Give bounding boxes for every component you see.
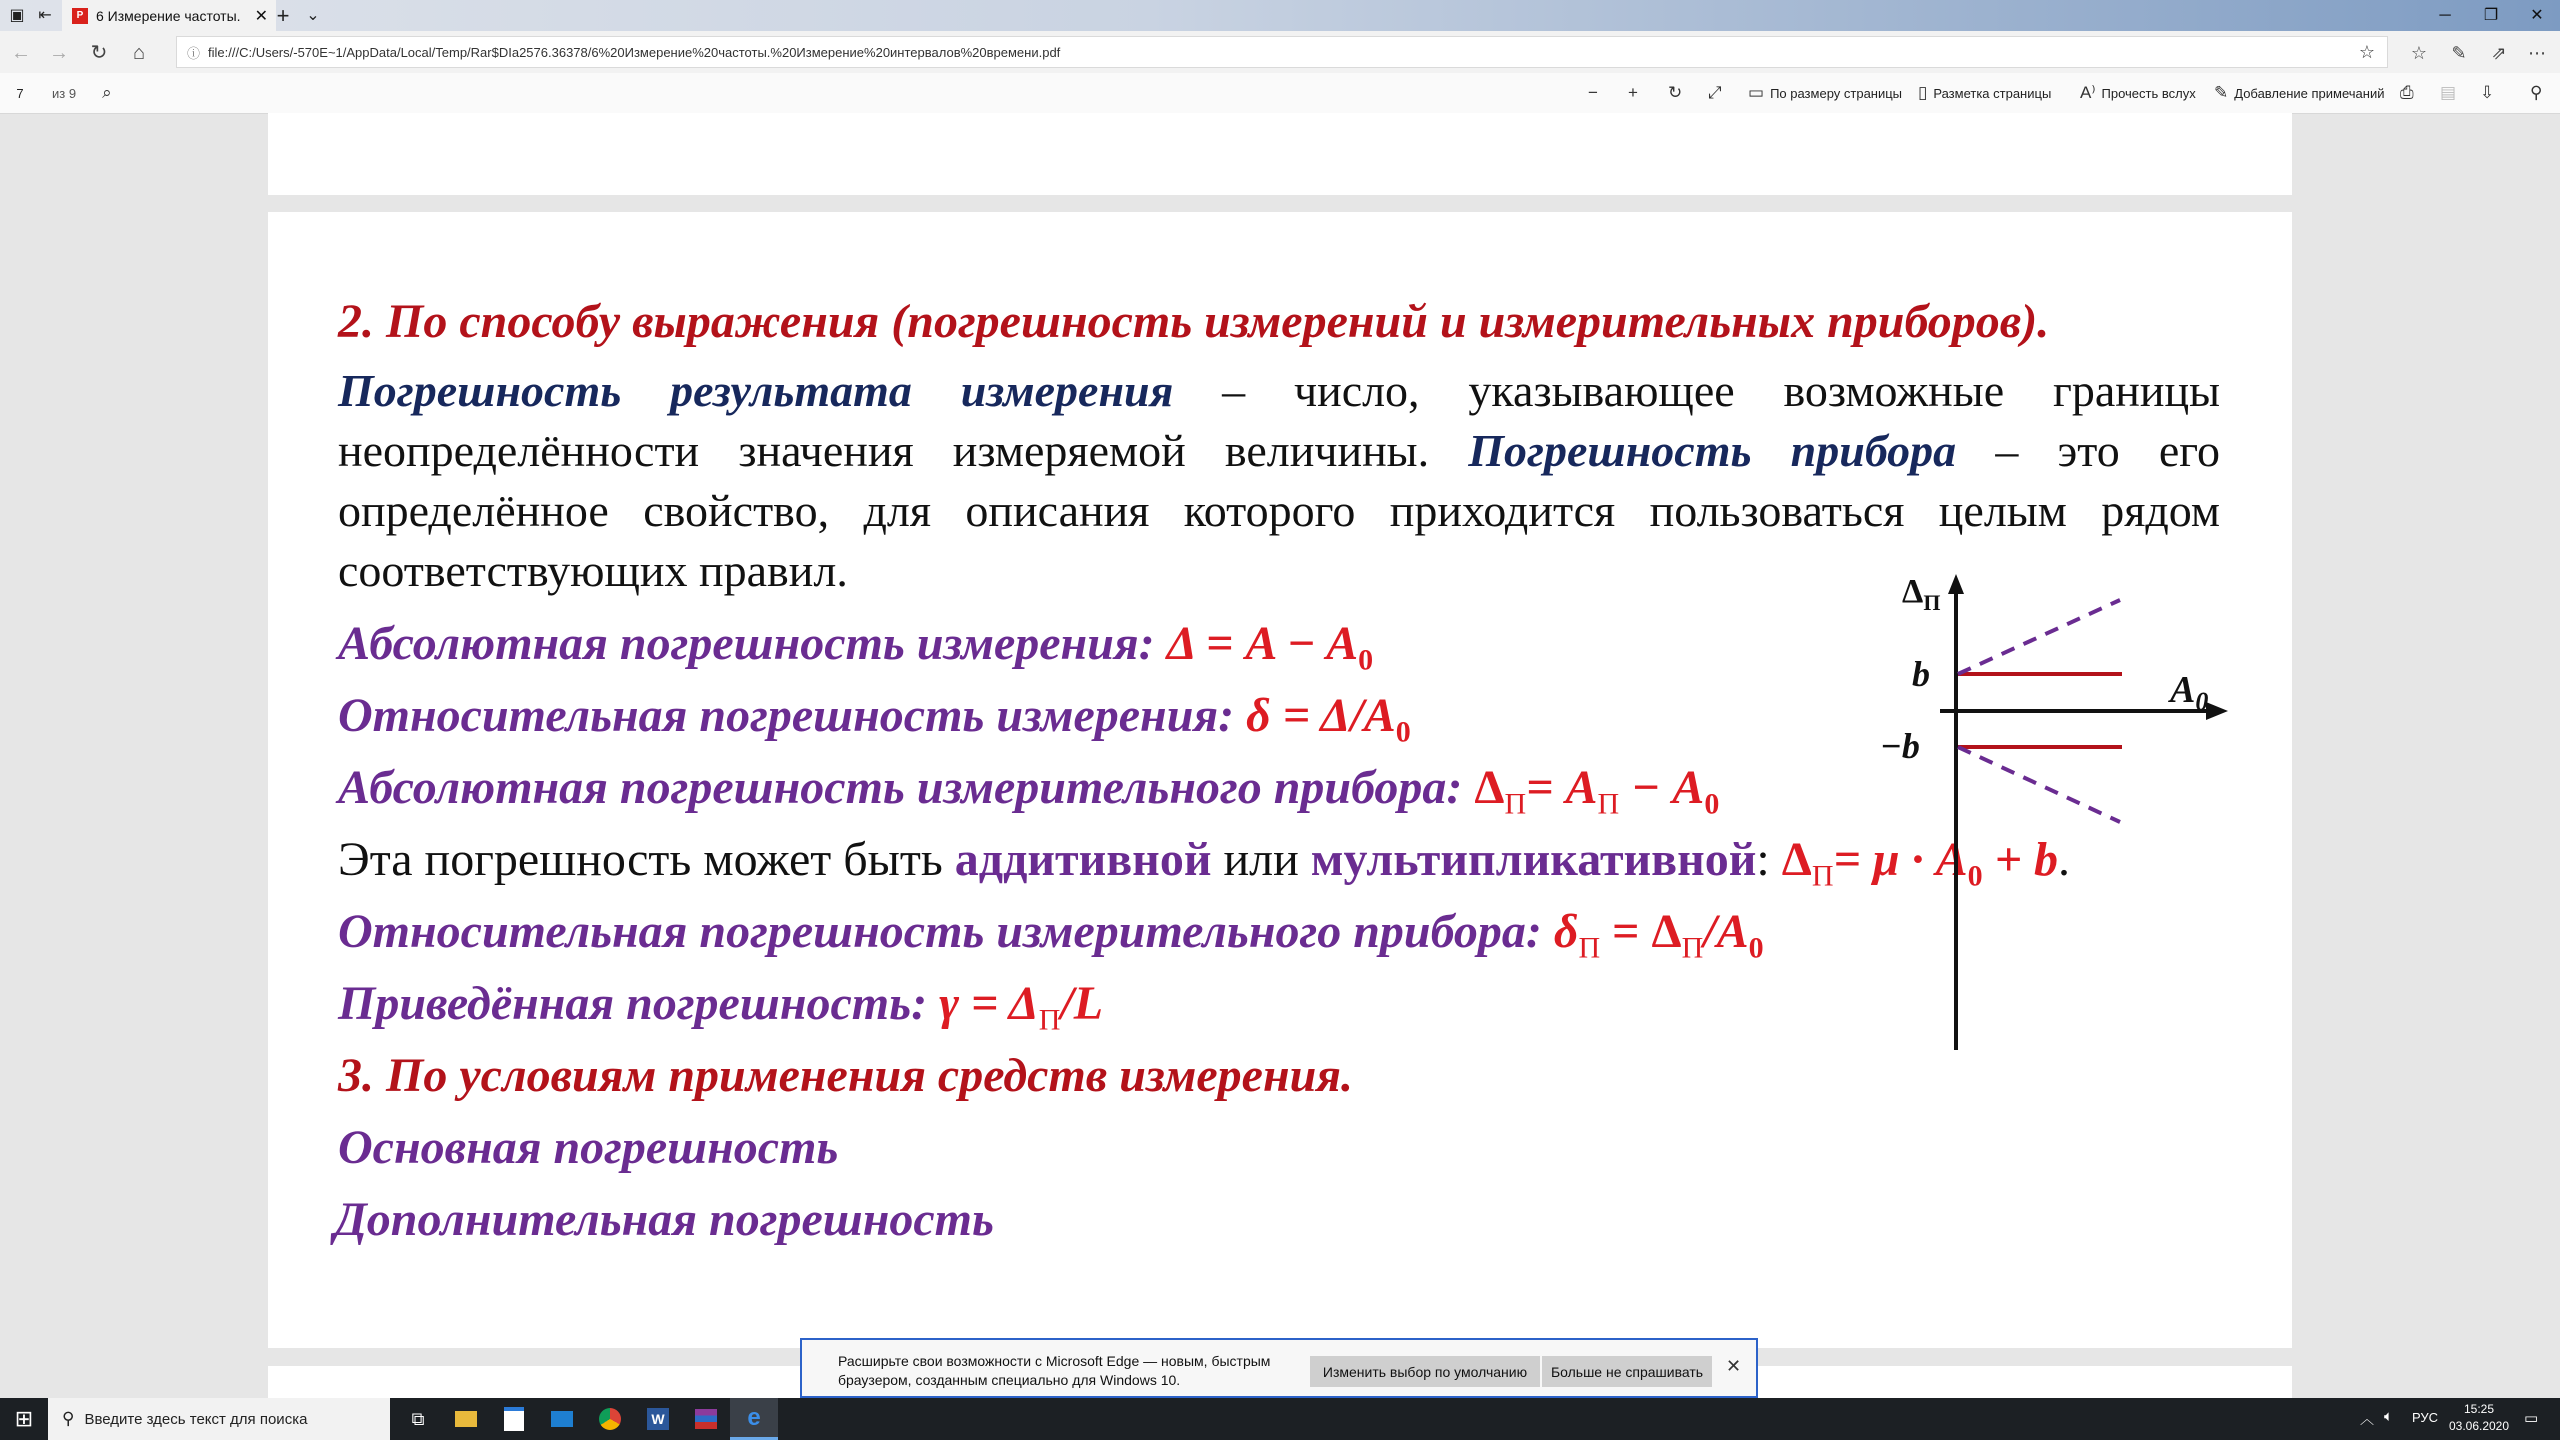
edge-icon[interactable]: e bbox=[730, 1398, 778, 1440]
page-total: из 9 bbox=[52, 85, 77, 101]
heading-number: 2. bbox=[338, 295, 374, 348]
taskbar bbox=[0, 1398, 2560, 1440]
text-span: – число, указывающее возможные границы bbox=[1173, 365, 2220, 416]
section-heading-3 bbox=[338, 1048, 1353, 1103]
rotate-icon[interactable]: ↻ bbox=[1668, 83, 1683, 102]
dont-ask-button[interactable]: Больше не спрашивать bbox=[1542, 1356, 1712, 1387]
tab-actions-icon[interactable]: ▣ bbox=[9, 7, 25, 24]
page-layout-button[interactable] bbox=[1918, 73, 2051, 113]
formula-subscript: 0 bbox=[1395, 715, 1411, 749]
pdf-toolbar bbox=[0, 73, 2560, 114]
back-icon[interactable]: ← bbox=[11, 42, 31, 64]
x-axis-subscript: 0 bbox=[2195, 687, 2209, 716]
text-span: или bbox=[1211, 833, 1311, 886]
text-span: – это его bbox=[1956, 425, 2220, 476]
error-graph bbox=[1868, 572, 2228, 1052]
text-span: определённое свойство, для описания которого приходится пользоваться целым рядом bbox=[338, 485, 2220, 536]
heading-number: 3. bbox=[338, 1049, 374, 1102]
text-span: Эта погрешность может быть bbox=[338, 833, 955, 886]
heading-text: По способу выражения (погрешность измерений и измерительных приборов). bbox=[386, 295, 2050, 348]
formula: = μ · A bbox=[1833, 833, 1968, 886]
formula: − A bbox=[1619, 761, 1705, 814]
archiver-icon[interactable] bbox=[682, 1398, 730, 1440]
mail-icon[interactable] bbox=[538, 1398, 586, 1440]
taskbar-search[interactable] bbox=[48, 1398, 390, 1440]
save-as-icon[interactable]: ⇩ bbox=[2480, 83, 2495, 102]
b-positive-label: b bbox=[1912, 654, 1930, 694]
share-icon[interactable]: ⇗ bbox=[2491, 43, 2507, 63]
pen-icon: ✎ bbox=[2214, 83, 2229, 102]
additional-error-item: Дополнительная погрешность bbox=[334, 1193, 994, 1246]
search-icon[interactable]: ⌕ bbox=[102, 83, 112, 102]
x-axis-label bbox=[2168, 669, 2208, 716]
formula: Δ bbox=[1781, 833, 1812, 886]
clock-date: 03.06.2020 bbox=[2448, 1419, 2510, 1433]
more-icon[interactable]: ⋯ bbox=[2528, 43, 2546, 63]
fit-page-icon: ▭ bbox=[1748, 83, 1765, 102]
title-bar bbox=[0, 0, 2560, 31]
read-aloud-button[interactable] bbox=[2080, 73, 2196, 113]
restore-icon[interactable]: ❐ bbox=[2483, 7, 2499, 24]
close-banner-icon[interactable]: ✕ bbox=[1726, 1356, 1742, 1376]
address-bar bbox=[0, 31, 2560, 73]
formula-subscript: П bbox=[1504, 787, 1527, 821]
section-heading-2 bbox=[338, 294, 2049, 349]
notifications-icon[interactable]: ▭ bbox=[2524, 1410, 2539, 1427]
word-icon[interactable]: W bbox=[634, 1398, 682, 1440]
start-windows-icon[interactable]: ⊞ bbox=[14, 1406, 34, 1431]
additive-line bbox=[338, 832, 2070, 894]
y-axis-arrow bbox=[1948, 574, 1964, 594]
x-axis-symbol: A bbox=[2170, 669, 2196, 711]
formula: γ = Δ bbox=[939, 977, 1039, 1030]
search-icon: ⚲ bbox=[62, 1409, 75, 1428]
fit-page-label: По размеру страницы bbox=[1770, 85, 1903, 101]
add-notes-button[interactable] bbox=[2214, 73, 2385, 113]
term-multiplicative: мультипликативной bbox=[1310, 833, 1757, 886]
line-lower-bound bbox=[1958, 747, 2120, 822]
text-span: : bbox=[1756, 833, 1782, 886]
url-text: file:///C:/Users/-570E~1/AppData/Local/Temp/Rar$DIa2576.36378/6%20Измерение%20частоты.%20Измерение%20интервалов%20времени.pdf bbox=[208, 44, 1061, 60]
minimize-icon[interactable]: ─ bbox=[2439, 7, 2451, 24]
page-layout-label: Разметка страницы bbox=[1933, 85, 2052, 101]
zoom-out-icon[interactable]: − bbox=[1588, 83, 1598, 102]
refresh-icon[interactable]: ↻ bbox=[90, 42, 108, 64]
relative-error-line bbox=[338, 688, 1411, 750]
set-tabs-aside-icon[interactable]: ⇤ bbox=[38, 7, 52, 24]
formula-subscript: П bbox=[1578, 931, 1601, 965]
formula-label: Относительная погрешность измерительного прибора: bbox=[338, 905, 1554, 958]
term-additive: аддитивной bbox=[954, 833, 1212, 886]
reduced-error-line bbox=[338, 976, 1103, 1038]
speaker-icon[interactable]: 🔈︎ bbox=[2384, 1408, 2394, 1425]
formula-subscript: 0 bbox=[1358, 643, 1374, 677]
y-axis-subscript: П bbox=[1923, 590, 1941, 615]
read-aloud-icon: A⁾ bbox=[2080, 83, 2096, 102]
close-tab-icon[interactable]: ✕ bbox=[254, 7, 268, 25]
definition-line-4 bbox=[338, 544, 848, 597]
formula: + b bbox=[1982, 833, 2058, 886]
page-number-input[interactable]: 7 bbox=[16, 85, 24, 101]
language-indicator[interactable]: РУС bbox=[2412, 1410, 2439, 1425]
print-icon[interactable]: ⎙ bbox=[2400, 83, 2414, 102]
formula: = A bbox=[1526, 761, 1598, 814]
formula: δ bbox=[1553, 905, 1579, 958]
fullscreen-icon[interactable]: ⤢ bbox=[1708, 83, 1722, 102]
pdf-page bbox=[268, 212, 2292, 1348]
text-span: неопределённости значения измеряемой величины. bbox=[338, 425, 1469, 476]
file-explorer-icon[interactable] bbox=[442, 1398, 490, 1440]
formula-label: Абсолютная погрешность измерительного прибора: bbox=[338, 761, 1475, 814]
notes-pen-icon[interactable]: ✎ bbox=[2451, 43, 2467, 63]
previous-page bbox=[268, 113, 2292, 195]
definition-line-3 bbox=[338, 484, 2220, 537]
text-span: . bbox=[2057, 833, 2070, 886]
x-axis-arrow bbox=[2206, 702, 2228, 720]
clock-time: 15:25 bbox=[2463, 1402, 2495, 1416]
basic-error-item: Основная погрешность bbox=[338, 1121, 839, 1174]
formula: /A bbox=[1703, 905, 1749, 958]
store-icon[interactable] bbox=[490, 1398, 538, 1440]
close-window-icon[interactable]: ✕ bbox=[2530, 7, 2544, 24]
zoom-in-icon[interactable]: + bbox=[1628, 83, 1638, 102]
change-default-button[interactable]: Изменить выбор по умолчанию bbox=[1310, 1356, 1540, 1387]
chrome-icon[interactable] bbox=[586, 1398, 634, 1440]
formula: = Δ bbox=[1600, 905, 1682, 958]
pin-toolbar-icon[interactable]: ⚲ bbox=[2530, 83, 2543, 102]
formula: /L bbox=[1060, 977, 1104, 1030]
new-tab-icon[interactable]: + bbox=[276, 3, 290, 28]
formula-subscript: 0 bbox=[1748, 931, 1764, 965]
definition-line-1 bbox=[338, 364, 2220, 417]
formula-label: Абсолютная погрешность измерения: bbox=[338, 617, 1167, 670]
add-notes-label: Добавление примечаний bbox=[2234, 85, 2385, 101]
formula: Δ = A − A bbox=[1166, 617, 1359, 670]
edge-promo-banner bbox=[800, 1338, 1758, 1398]
tab-title: 6 Измерение частоты. bbox=[96, 7, 241, 24]
b-negative-label: −b bbox=[1880, 726, 1920, 766]
y-axis-label bbox=[1902, 573, 1940, 615]
text-span: соответствующих правил. bbox=[338, 545, 848, 596]
search-placeholder: Введите здесь текст для поиска bbox=[84, 1410, 308, 1428]
formula-subscript: П bbox=[1038, 1003, 1061, 1037]
banner-message bbox=[838, 1352, 1270, 1390]
clock[interactable] bbox=[2444, 1401, 2514, 1435]
read-aloud-label: Прочесть вслух bbox=[2101, 85, 2196, 101]
formula: Δ bbox=[1474, 761, 1505, 814]
banner-text-line: браузером, созданным специально для Windows 10. bbox=[838, 1372, 1181, 1388]
favorite-star-icon[interactable]: ☆ bbox=[2358, 41, 2375, 62]
save-icon[interactable]: ▤ bbox=[2440, 83, 2457, 102]
formula-label: Относительная погрешность измерения: bbox=[338, 689, 1247, 742]
formula: δ = Δ/A bbox=[1246, 689, 1396, 742]
tray-chevron-icon[interactable]: ︿ bbox=[2360, 1411, 2374, 1427]
home-icon[interactable]: ⌂ bbox=[132, 42, 146, 64]
page-layout-icon: ▯ bbox=[1918, 83, 1928, 102]
heading-text: По условиям применения средств измерения. bbox=[386, 1049, 1354, 1102]
term-result-error: Погрешность результата измерения bbox=[338, 365, 1174, 416]
info-icon: ⓘ bbox=[187, 45, 201, 61]
formula-subscript: П bbox=[1681, 931, 1704, 965]
formula-label: Приведённая погрешность: bbox=[338, 977, 940, 1030]
url-field[interactable] bbox=[176, 36, 2388, 68]
definition-line-2 bbox=[338, 424, 2220, 477]
banner-text-line: Расширьте свои возможности с Microsoft Edge — новым, быстрым bbox=[838, 1353, 1271, 1369]
formula-subscript: 0 bbox=[1967, 859, 1983, 893]
y-axis-symbol: Δ bbox=[1902, 573, 1924, 610]
absolute-error-line bbox=[338, 616, 1373, 678]
device-absolute-error-line bbox=[338, 760, 1719, 822]
device-relative-error-line bbox=[338, 904, 1764, 966]
active-tab[interactable] bbox=[62, 0, 276, 31]
task-view-icon[interactable]: ⧉ bbox=[411, 1408, 425, 1429]
term-device-error: Погрешность прибора bbox=[1468, 425, 1957, 476]
formula-subscript: П bbox=[1811, 859, 1834, 893]
forward-icon[interactable]: → bbox=[49, 42, 69, 64]
pdf-icon: P bbox=[72, 8, 88, 24]
formula-subscript: 0 bbox=[1704, 787, 1720, 821]
formula-subscript: П bbox=[1597, 787, 1620, 821]
line-upper-bound bbox=[1958, 600, 2120, 674]
tab-preview-chevron-icon[interactable]: ⌄ bbox=[306, 7, 320, 24]
favorites-icon[interactable]: ☆ bbox=[2410, 43, 2428, 63]
fit-page-button[interactable] bbox=[1748, 73, 1902, 113]
